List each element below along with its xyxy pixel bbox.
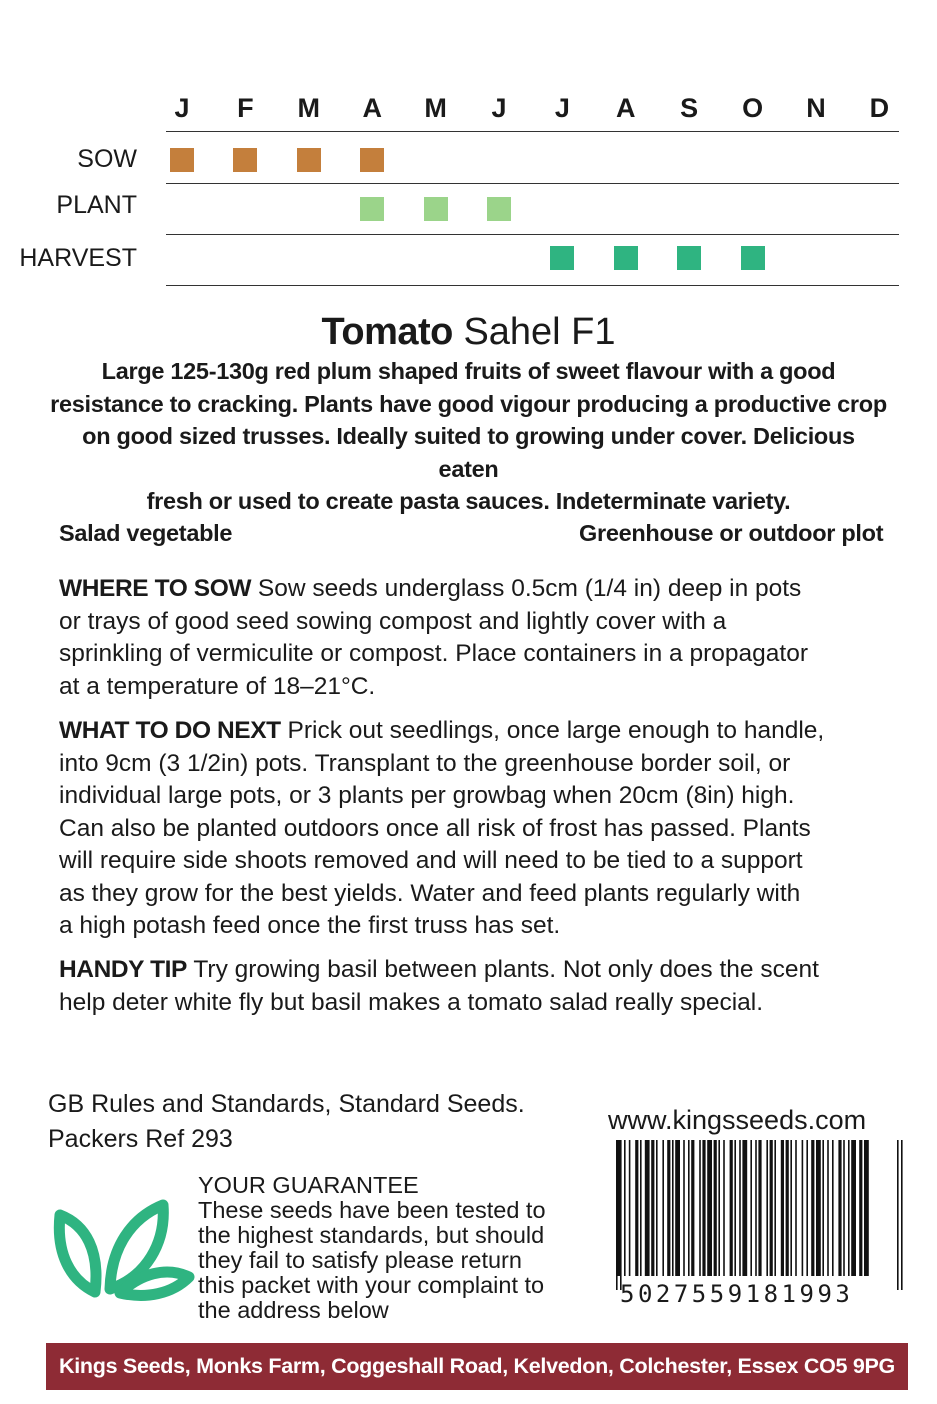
what-to-do-next-text: Prick out seedlings, once large enough to handle,	[280, 717, 825, 744]
month-label: J	[174, 93, 190, 123]
month-label: M	[424, 93, 447, 123]
plant-month-marker	[487, 197, 511, 221]
harvest-month-marker	[677, 246, 701, 270]
month-label: S	[680, 93, 699, 123]
what-to-do-next-text: Can also be planted outdoors once all risk of frost has passed. Plants	[59, 814, 811, 842]
where-to-sow-section	[59, 573, 909, 703]
guarantee-block	[198, 1173, 546, 1323]
what-to-do-next-text: individual large pots, or 3 plants per growbag when 20cm (8in) high.	[59, 782, 795, 809]
rules-and-standards	[48, 1087, 525, 1157]
guarantee-line: These seeds have been tested to	[198, 1197, 546, 1223]
month-label: A	[616, 93, 636, 123]
where-to-sow-text: sprinkling of vermiculite or compost. Place containers in a propagator	[59, 640, 808, 667]
calendar-divider	[166, 183, 899, 184]
plant-month-marker	[360, 197, 384, 221]
guarantee-line: this packet with your complaint to	[198, 1272, 545, 1298]
plant-month-marker	[424, 197, 448, 221]
packers-ref: Packers Ref 293	[48, 1125, 233, 1153]
what-to-do-next-heading: WHAT TO DO NEXT	[59, 717, 281, 744]
what-to-do-next-text: into 9cm (3 1/2in) pots. Transplant to the greenhouse border soil, or	[59, 749, 791, 777]
description-line: fresh or used to create pasta sauces. Indeterminate variety.	[146, 488, 791, 514]
month-label: J	[491, 93, 507, 123]
where-to-sow-text: or trays of good seed sowing compost and lightly cover with a	[59, 607, 727, 635]
handy-tip-section	[59, 954, 909, 1019]
month-label: D	[869, 93, 890, 123]
sow-month-marker	[233, 148, 257, 172]
harvest-row-label: HARVEST	[19, 244, 137, 272]
sow-month-marker	[297, 148, 321, 172]
product-variety: Sahel F1	[463, 311, 616, 353]
guarantee-line: they fail to satisfy please return	[198, 1247, 522, 1273]
where-to-sow-text: at a temperature of 18–21°C.	[59, 672, 376, 700]
description-line: resistance to cracking. Plants have good vigour producing a productive crop	[50, 390, 887, 417]
where-to-sow-text: Sow seeds underglass 0.5cm (1/4 in) deep in pots	[251, 575, 802, 602]
plant-row-label: PLANT	[56, 191, 137, 219]
harvest-month-marker	[614, 246, 638, 270]
guarantee-line: the highest standards, but should	[198, 1222, 545, 1248]
month-label: M	[297, 93, 321, 123]
sow-month-marker	[360, 148, 384, 172]
sow-month-marker	[170, 148, 194, 172]
calendar-divider	[166, 131, 899, 132]
calendar-divider	[166, 234, 899, 235]
what-to-do-next-text: as they grow for the best yields. Water and feed plants regularly with	[59, 879, 801, 907]
sow-row-label: SOW	[77, 145, 137, 173]
product-title	[0, 310, 937, 354]
month-label: N	[806, 93, 826, 123]
product-category: Salad vegetable	[59, 520, 233, 546]
guarantee-line: the address below	[198, 1297, 389, 1323]
handy-tip-heading: HANDY TIP	[59, 956, 187, 983]
what-to-do-next-text: will require side shoots removed and will need to be tied to a support	[59, 847, 803, 874]
harvest-month-marker	[550, 246, 574, 270]
month-label: J	[554, 93, 570, 123]
website-link[interactable]: www.kingsseeds.com	[608, 1105, 867, 1135]
where-to-sow-heading: WHERE TO SOW	[59, 575, 252, 602]
what-to-do-next-text: a high potash feed once the first truss has set.	[59, 912, 561, 939]
product-location: Greenhouse or outdoor plot	[579, 520, 884, 546]
month-label: O	[742, 93, 764, 123]
guarantee-title: YOUR GUARANTEE	[198, 1172, 419, 1198]
kings-seeds-leaf-logo-icon	[48, 1193, 198, 1303]
what-to-do-next-section	[59, 715, 909, 943]
month-label: A	[362, 93, 382, 123]
address-bar: Kings Seeds, Monks Farm, Coggeshall Road, Kelvedon, Colchester, Essex CO5 9PG	[46, 1343, 908, 1390]
handy-tip-text: help deter white fly but basil makes a tomato salad really special.	[59, 988, 764, 1016]
description-line: on good sized trusses. Ideally suited to growing under cover. Delicious eaten	[82, 423, 855, 482]
calendar-divider	[166, 285, 899, 286]
rules-line: GB Rules and Standards, Standard Seeds.	[48, 1090, 525, 1118]
harvest-month-marker	[741, 246, 765, 270]
handy-tip-text: Try growing basil between plants. Not only does the scent	[187, 956, 819, 983]
barcode-number: 5027559181993	[620, 1280, 854, 1308]
description-line: Large 125-130g red plum shaped fruits of sweet flavour with a good	[101, 358, 836, 384]
product-description	[50, 355, 887, 518]
product-name: Tomato	[321, 311, 453, 353]
sowing-calendar	[0, 0, 937, 300]
month-label: F	[237, 93, 254, 123]
